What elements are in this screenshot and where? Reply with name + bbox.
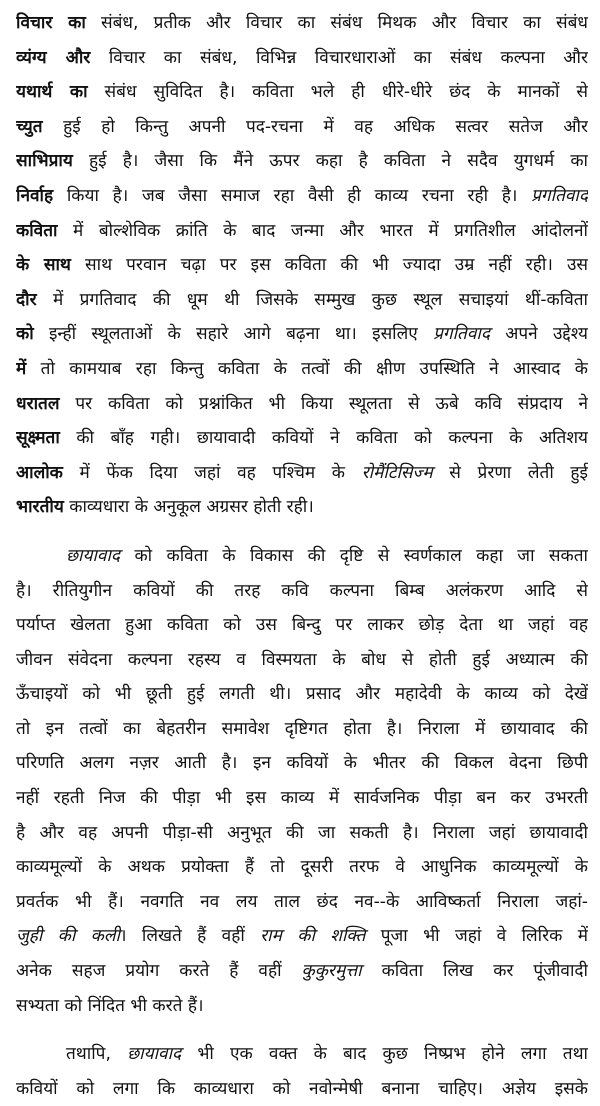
text-line: धरातल पर कविता को प्रश्नांकित भी किया स्थूलता से ऊबे कवि संप्रदाय ने <box>16 393 588 414</box>
paragraph-2 <box>16 539 588 1023</box>
text-line: यथार्थ का संबंध सुविदित है। कविता भले ही धीरे-धीरे छंद के मानकों से <box>16 82 588 103</box>
text-line: के साथ साथ परवान चढ़ा पर इस कविता की भी ज्यादा उम्र नहीं रही। उस <box>16 255 588 276</box>
text-line: सूक्ष्मता की बाँह गही। छायावादी कवियों ने कविता को कल्पना के अतिशय <box>16 428 588 449</box>
text-line: व्यंग्य और विचार का संबंध, विभिन्न विचारधाराओं का संबंध कल्पना और <box>16 47 588 68</box>
text-line: साभिप्राय हुई है। जैसा कि मैंने ऊपर कहा है कविता ने सदैव युगधर्म का <box>16 151 588 172</box>
text-line: को इन्हीं स्थूलताओं के सहारे आगे बढ़ना था। इसलिए प्रगतिवाद अपने उद्देश्य <box>16 324 588 345</box>
paragraph-gap <box>16 525 588 539</box>
text-line: अनेक सहज प्रयोग करते हैं वहीं कुकुरमुत्ता कविता लिख कर पूंजीवादी <box>16 961 588 982</box>
text-line: तथापि, छायावाद भी एक वक्त के बाद कुछ निष्प्रभ होने लगा तथा <box>66 1044 588 1065</box>
text-line: विचार का संबंध, प्रतीक और विचार का संबंध मिथक और विचार का संबंध <box>16 13 588 33</box>
paragraph-1 <box>16 6 588 525</box>
text-line: नहीं रहती निज की पीड़ा भी इस काव्य में सार्वजनिक पीड़ा बन कर उभरती <box>16 788 588 809</box>
text-line: छायावाद को कविता के विकास की दृष्टि से स्वर्णकाल कहा जा सकता <box>66 545 588 566</box>
paragraph-3 <box>16 1037 588 1106</box>
text-line: काव्यमूल्यों के अथक प्रयोक्ता हैं तो दूसरी तरफ वे आधुनिक काव्यमूल्यों के <box>16 857 588 878</box>
text-line: प्रवर्तक भी हैं। नवगति नव लय ताल छंद नव--के आविष्कर्ता निराला जहां- <box>16 891 588 912</box>
text-line: कवियों को लगा कि काव्यधारा को नवोन्मेषी बनाना चाहिए। अज्ञेय इसके <box>16 1078 588 1099</box>
text-line: तो इन तत्वों का बेहतरीन समावेश दृष्टिगत होता है। निराला में छायावाद की <box>16 718 588 739</box>
text-line: पर्याप्त खेलता हुआ कविता को उस बिन्दु पर लाकर छोड़ देता था जहां वह <box>16 615 588 636</box>
text-line: जुही की कली। लिखते हैं वहीं राम की शक्ति पूजा भी जहां वे लिरिक में <box>16 926 588 947</box>
text-line: है और वह अपनी पीड़ा-सी अनुभूत की जा सकती है। निराला जहां छायावादी <box>16 822 588 843</box>
text-line: दौर में प्रगतिवाद की धूम थी जिसके सम्मुख कुछ स्थूल सचाइयां थीं-कविता <box>16 289 588 310</box>
text-line: सभ्यता को निंदित भी करते हैं। <box>16 995 204 1016</box>
text-line: आलोक में फेंक दिया जहां वह पश्चिम के रोमैंटिसिज्म से प्रेरणा लेती हुई <box>16 462 588 483</box>
text-line: च्युत हुई हो किन्तु अपनी पद-रचना में वह अधिक सत्वर सतेज और <box>16 116 588 137</box>
text-line: भारतीय काव्यधारा के अनुकूल अग्रसर होती रही। <box>16 497 314 518</box>
text-line: जीवन संवेदना कल्पना रहस्य व विस्मयता के बोध से होती हुई अध्यात्म की <box>16 649 588 670</box>
text-line: परिणति अलग नज़र आती है। इन कवियों के भीतर की विकल वेदना छिपी <box>16 753 588 774</box>
text-line: में तो कामयाब रहा किन्तु कविता के तत्वों की क्षीण उपस्थिति ने आस्वाद के <box>16 358 588 379</box>
text-line: निर्वाह किया है। जब जैसा समाज रहा वैसी ही काव्य रचना रही है। प्रगतिवाद <box>16 185 588 206</box>
paragraph-gap <box>16 1023 588 1037</box>
text-line: ऊँचाइयों को भी छूती हुई लगती थी। प्रसाद और महादेवी के काव्य को देखें <box>16 684 588 705</box>
text-line: है। रीतियुगीन कवियों की तरह कवि कल्पना बिम्ब अलंकरण आदि से <box>16 580 588 601</box>
text-line: कविता में बोल्शेविक क्रांति के बाद जन्मा और भारत में प्रगतिशील आंदोलनों <box>16 220 588 241</box>
